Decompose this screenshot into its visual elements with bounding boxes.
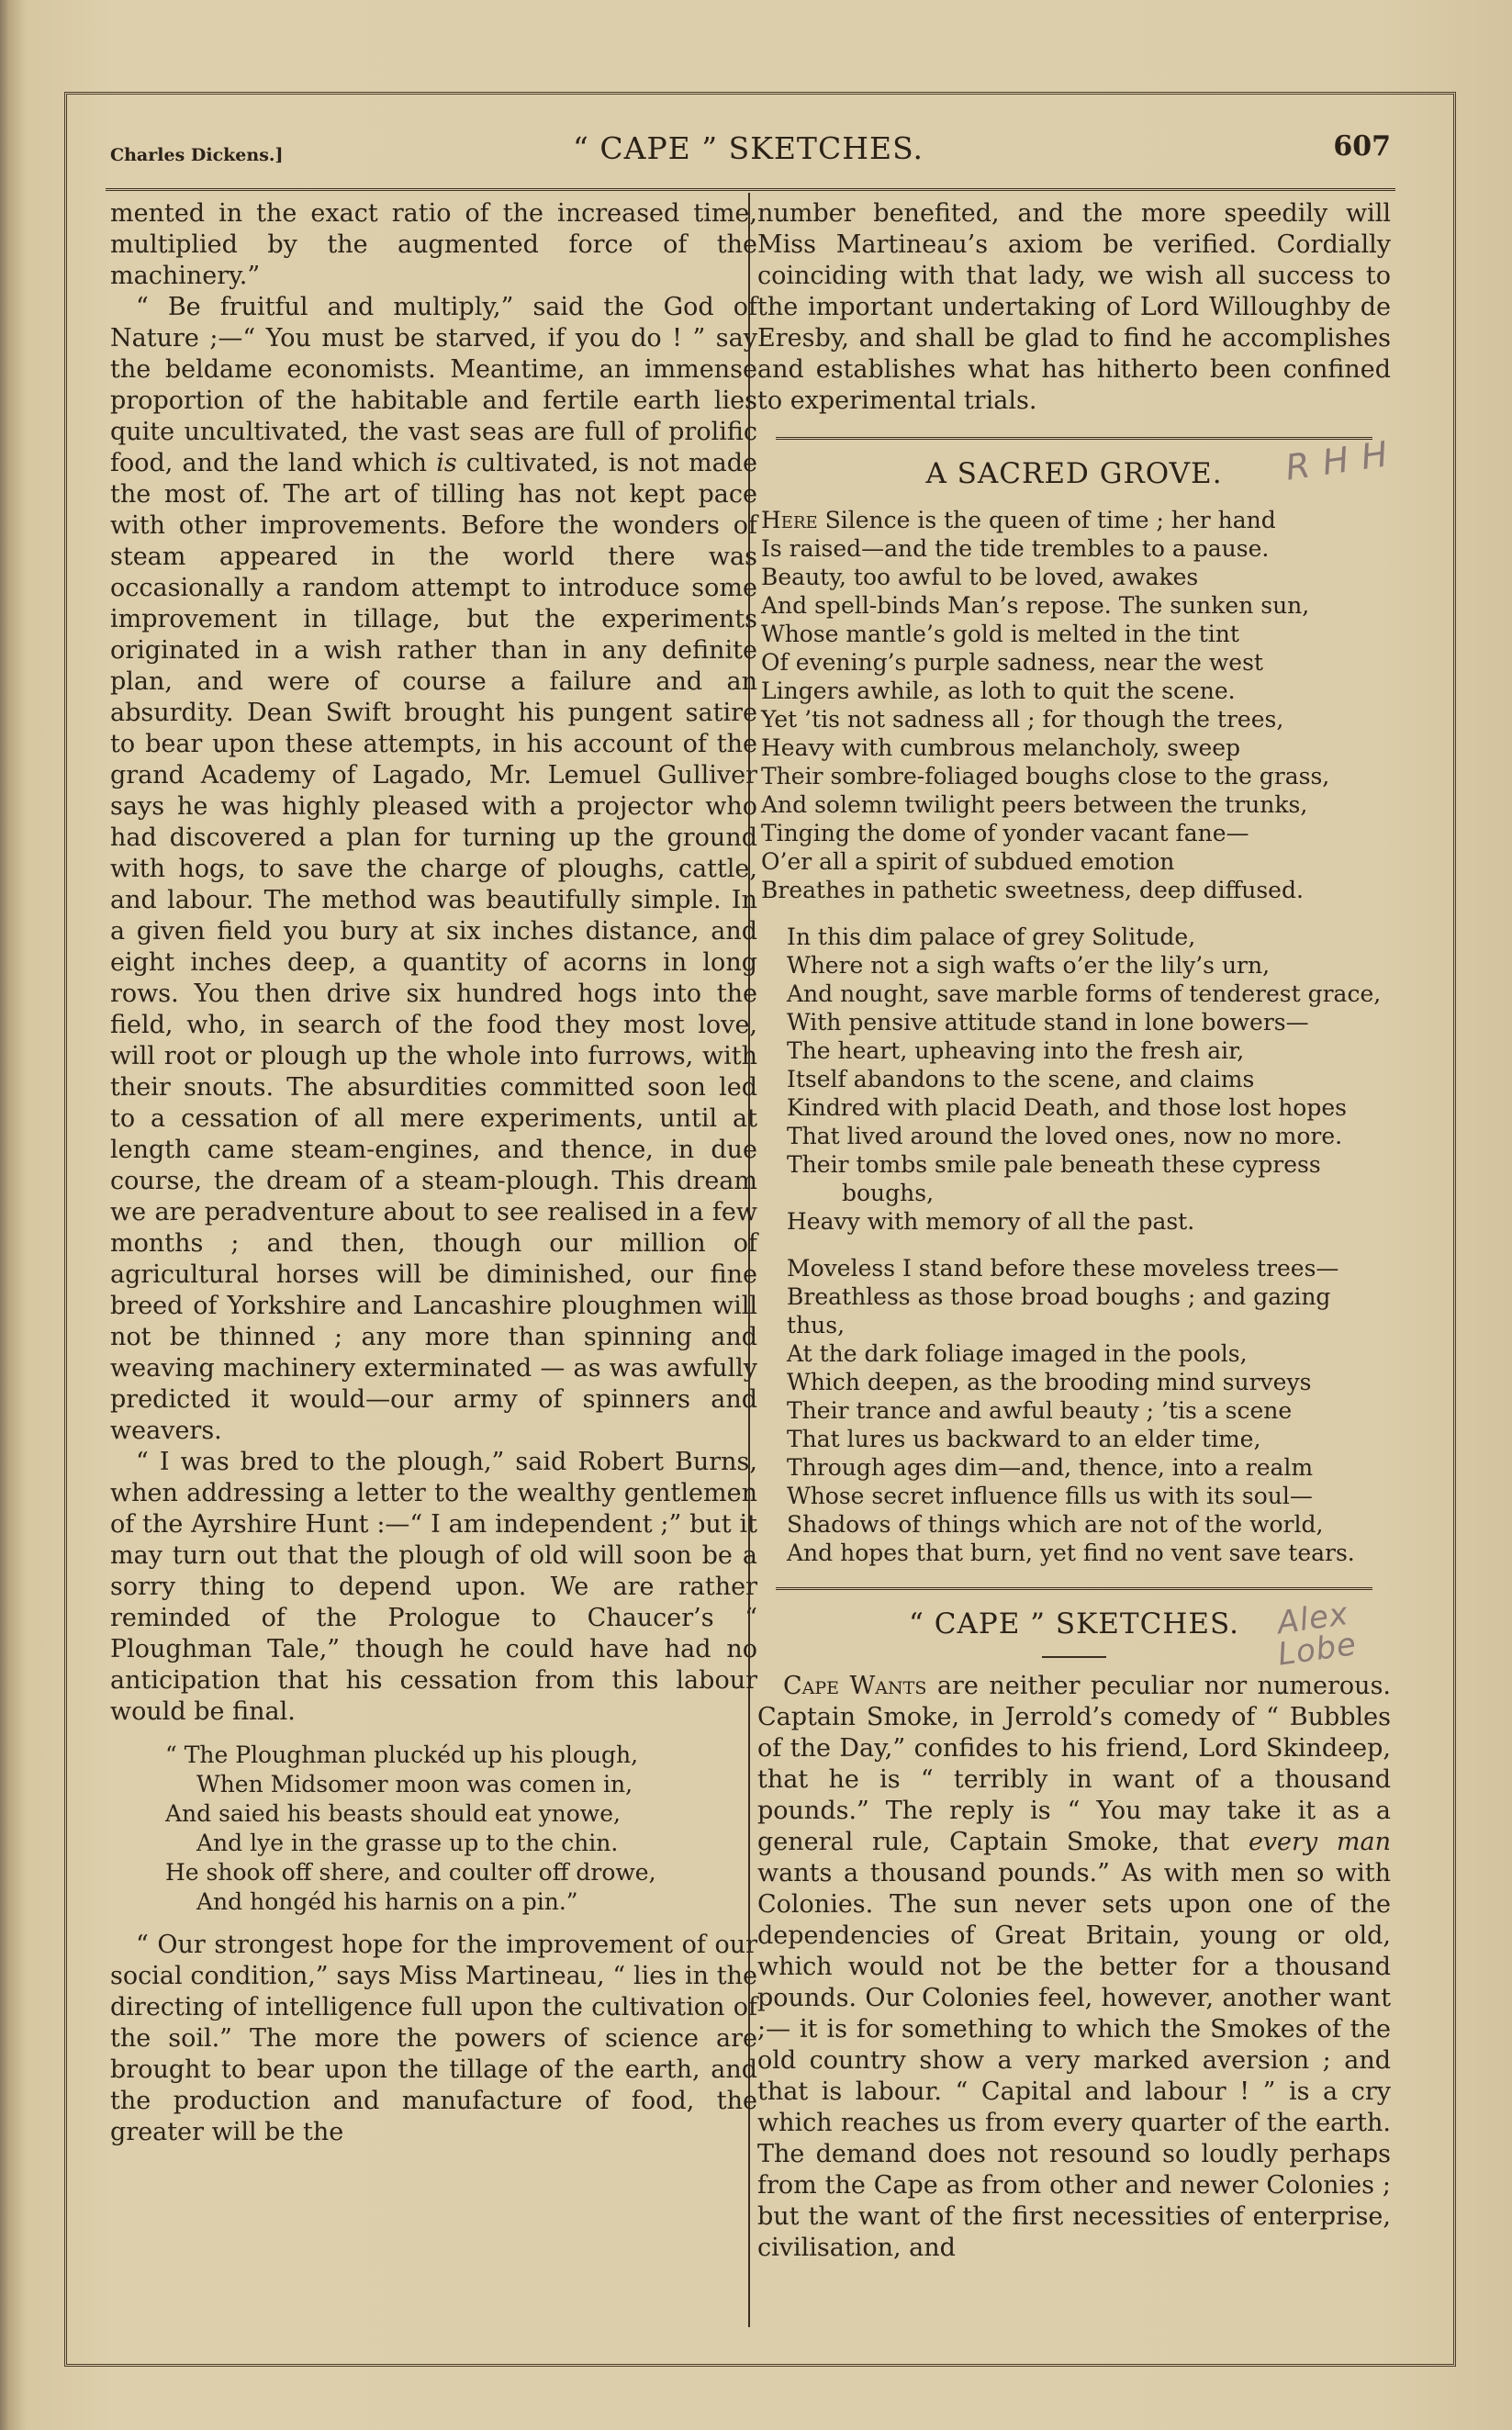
poem-line: Their trance and awful beauty ; ’tis a scene — [787, 1397, 1293, 1424]
page-number: 607 — [1333, 130, 1391, 162]
poem-line: Itself abandons to the scene, and claims — [787, 1066, 1255, 1092]
poem-line: And hongéd his harnis on a pin.” — [196, 1888, 578, 1915]
handwritten-annotation: Alex Lobe — [1274, 1595, 1360, 1674]
poem-line: And nought, save marble forms of tenderest grace, — [787, 980, 1382, 1007]
poem-line: The heart, upheaving into the fresh air, — [787, 1037, 1245, 1064]
poem-line: Where not a sigh wafts o’er the lily’s urn, — [787, 952, 1271, 979]
poem-line: O’er all a spirit of subdued emotion — [761, 848, 1175, 875]
right-column — [757, 198, 1391, 2264]
section-title-sacred-grove: A SACRED GROVE. R H H — [925, 433, 1392, 490]
poem-line: And solemn twilight peers between the trunks, — [761, 791, 1308, 818]
poem-line: That lures us backward to an elder time, — [787, 1426, 1261, 1452]
poem-line: He shook off shere, and coulter off drowe, — [165, 1859, 656, 1886]
poem-line: Of evening’s purple sadness, near the west — [761, 649, 1263, 676]
paragraph: Cape Wants are neither peculiar nor numerous. Captain Smoke, in Jerrold’s comedy of “ Bubbles of the Day,” confides to his friend, Lord Skindeep, that he is “ terribly in want of a thousand pounds.” The reply is “ You may take it as a general rule, Captain Smoke, that every man wants a thousand pounds.” As with men so with Colonies. The sun never sets upon one of the dependencies of Great Britain, young or old, which would not be the better for a thousand pounds. Our Colonies feel, however, another want ;— it is for something to which the Smokes of the old country show a very marked aversion ; and that is labour. “ Capital and labour ! ” is a cry which reaches us from every quarter of the earth. The demand does not resound so loudly perhaps from the Cape as from other and newer Colonies ; but the want of the first necessities of enterprise, civilisation, and — [757, 1672, 1392, 2262]
section-rule — [776, 437, 1372, 440]
header-title: “ CAPE ” SKETCHES. — [573, 130, 924, 166]
poem-line: And hopes that burn, yet find no vent save tears. — [787, 1540, 1355, 1566]
left-column — [110, 198, 757, 2148]
poem-line: Whose mantle’s gold is melted in the tint — [761, 621, 1239, 647]
poem-line: Breathless as those broad boughs ; and gazing thus, — [787, 1283, 1331, 1338]
poem-line: At the dark foliage imaged in the pools, — [787, 1340, 1248, 1367]
poem-line: With pensive attitude stand in lone bowers— — [787, 1009, 1309, 1036]
sacred-grove-poem — [757, 506, 1391, 1567]
poem-line: Through ages dim—and, thence, into a realm — [787, 1454, 1314, 1481]
paragraph: “ Be fruitful and multiply,” said the God of Nature ;—“ You must be starved, if you do ! ” say the beldame economists. Meantime, an immense proportion of the habitable and fertile earth lies quite uncultivated, the vast seas are full of prolific food, and the land which is cultivated, is not made the most of. The art of tilling has not kept pace with other improvements. Before the wonders of steam appeared in the world there was occasionally a random attempt to introduce some improvement in tillage, but the experiments originated in a wish rather than in any definite plan, and were of course a failure and an absurdity. Dean Swift brought his pungent satire to bear upon these attempts, in his account of the grand Academy of Lagado, Mr. Lemuel Gulliver says he was highly pleased with a projector who had discovered a plan for turning up the ground with hogs, to save the charge of ploughs, cattle, and labour. The method was beautifully simple. In a given field you bury at six inches distance, and eight inches deep, a quantity of acorns in long rows. You then drive six hundred hogs into the field, who, in search of the food they most love, will root or plough up the whole into furrows, with their snouts. The absurdities committed soon led to a cessation of all mere experiments, until at length came steam-engines, and thence, in due course, the dream of a steam-plough. This dream we are peradventure about to see realised in a few months ; and then, though our million of agricultural horses will be diminished, our fine breed of Yorkshire and Lancashire ploughmen will not be thinned ; any more than spinning and weaving machinery exterminated — as was awfully predicted it would—our army of spinners and weavers. — [110, 293, 758, 1445]
poem-line: boughs, — [842, 1180, 935, 1206]
header-author: Charles Dickens.] — [110, 145, 284, 165]
paragraph: “ I was bred to the plough,” said Robert Burns, when addressing a letter to the wealthy gentlemen of the Ayrshire Hunt :—“ I am independent ;” but it may turn out that the plough of old will soon be a sorry thing to depend upon. We are rather reminded of the Prologue to Chaucer’s “ Ploughman Tale,” though he could have had no anticipation that his cessation from this labour would be final. — [110, 1448, 757, 1726]
poem-line: Lingers awhile, as loth to quit the scene. — [761, 677, 1236, 704]
ploughman-poem — [165, 1741, 757, 1917]
handwritten-annotation: R H H — [1282, 433, 1392, 488]
section-title-cape-sketches: “ CAPE ” SKETCHES. Alex Lobe — [757, 1608, 1391, 1640]
paragraph: mented in the exact ratio of the increased time, multiplied by the augmented force of the machinery.” — [110, 199, 757, 290]
poem-line: That lived around the loved ones, now no more. — [787, 1123, 1343, 1149]
poem-line: Here Silence is the queen of time ; her hand — [761, 507, 1276, 533]
poem-line: Heavy with memory of all the past. — [787, 1208, 1195, 1235]
poem-line: Their tombs smile pale beneath these cypress — [787, 1151, 1321, 1178]
poem-line: When Midsomer moon was comen in, — [196, 1771, 633, 1797]
poem-line: “ The Ploughman pluckéd up his plough, — [165, 1741, 639, 1768]
paragraph: “ Our strongest hope for the improvement of our social condition,” says Miss Martineau, “ lies in the directing of intelligence full upon the cultivation of the soil.” The more the powers of science are brought to bear upon the tillage of the earth, and the production and manufacture of food, the greater will be the — [110, 1931, 757, 2146]
section-rule — [776, 1587, 1372, 1590]
poem-line: Which deepen, as the brooding mind surveys — [787, 1369, 1312, 1395]
poem-line: Their sombre-foliaged boughs close to the grass, — [761, 763, 1330, 789]
paragraph: number benefited, and the more speedily will Miss Martineau’s axiom be verified. Cordially coinciding with that lady, we wish all success to the important undertaking of Lord Willoughby de Eresby, and shall be glad to find he accomplishes and establishes what has hitherto been confined to experimental trials. — [757, 199, 1391, 415]
poem-line: Yet ’tis not sadness all ; for though the trees, — [761, 706, 1284, 733]
poem-line: Tinging the dome of yonder vacant fane— — [761, 820, 1249, 846]
poem-stanza — [761, 1254, 1391, 1567]
poem-line: And spell-binds Man’s repose. The sunken sun, — [761, 592, 1310, 619]
poem-stanza — [761, 923, 1391, 1236]
poem-line: And lye in the grasse up to the chin. — [196, 1830, 619, 1856]
poem-line: Beauty, too awful to be loved, awakes — [761, 564, 1199, 590]
poem-stanza — [761, 506, 1391, 904]
poem-line: Kindred with placid Death, and those lost hopes — [787, 1094, 1347, 1121]
running-header — [106, 127, 1391, 173]
short-rule — [1042, 1656, 1106, 1658]
poem-line: And saied his beasts should eat ynowe, — [165, 1800, 621, 1827]
header-rule — [106, 188, 1395, 191]
poem-line: Moveless I stand before these moveless trees— — [787, 1255, 1339, 1282]
poem-line: Whose secret influence fills us with its soul— — [787, 1483, 1313, 1509]
poem-line: Heavy with cumbrous melancholy, sweep — [761, 734, 1241, 761]
poem-line: Shadows of things which are not of the world, — [787, 1511, 1324, 1538]
poem-line: In this dim palace of grey Solitude, — [787, 924, 1196, 950]
poem-line: Breathes in pathetic sweetness, deep diffused. — [761, 877, 1304, 903]
poem-line: Is raised—and the tide trembles to a pause. — [761, 535, 1270, 562]
